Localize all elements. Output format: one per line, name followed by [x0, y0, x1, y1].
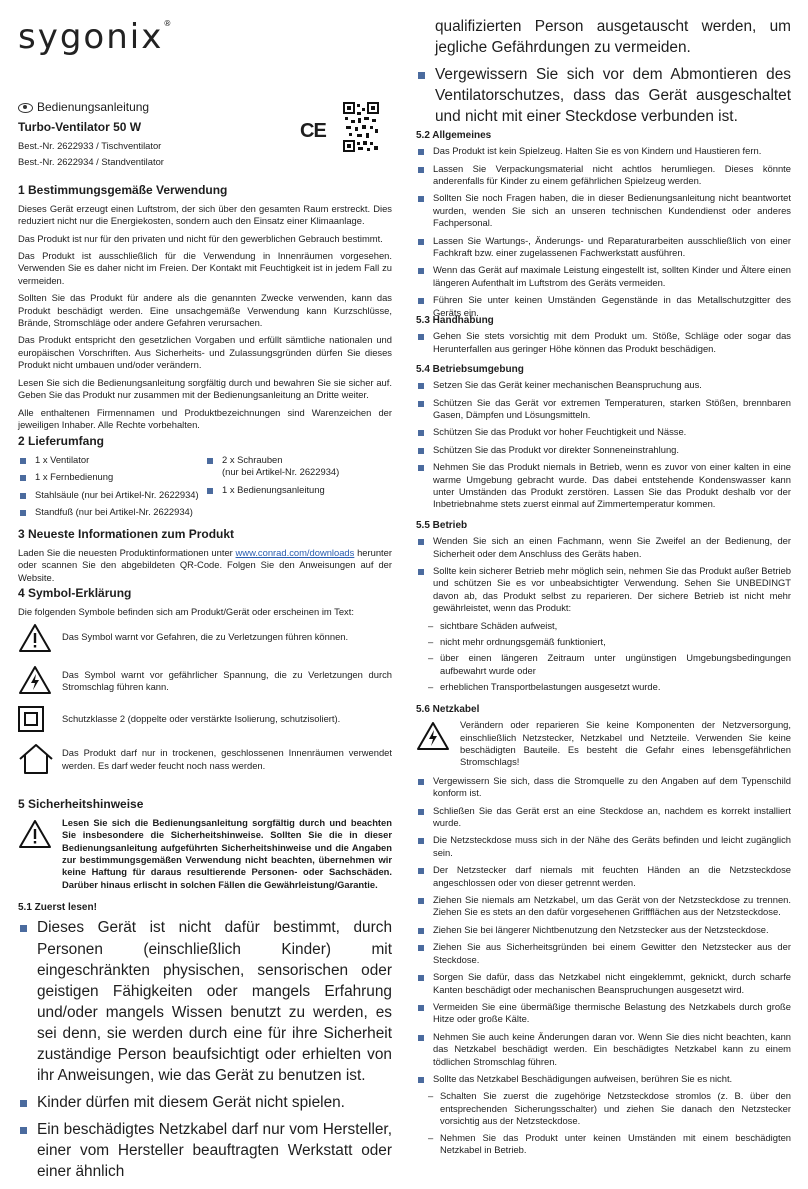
dash-item: – nicht mehr ordnungsgemäß funktioniert,: [416, 636, 791, 648]
paragraph: Das Produkt ist nur für den privaten und nicht für den gewerblichen Gebrauch bestimmt.: [18, 232, 383, 244]
high-voltage-icon: [18, 665, 52, 695]
list-item: Dieses Gerät ist nicht dafür bestimmt, durch Personen (einschließlich Kinder) mit eingeschränkten physischen, sensorischen oder geistigen Fähigkeiten oder mangels Erfahrung und/oder mangels Wissen benutzt zu werden, es sei denn, sie werden durch eine für ihre Sicherheit zuständige Person beaufsichtigt oder erhielten von ihr Anweisungen, wie das Gerät zu benutzen ist.: [18, 917, 392, 1086]
damaged-cord-list: [416, 1090, 791, 1156]
list-item-continued: qualifizierten Person ausgetauscht werden, um jegliche Gefährdungen zu vermeiden.: [435, 18, 791, 57]
list-item: Setzen Sie das Gerät keiner mechanischen Beanspruchung aus.: [416, 379, 791, 391]
section-handling: [416, 314, 791, 360]
subsection-title: 5.5 Betrieb: [416, 520, 468, 531]
section-intended-use: [18, 183, 392, 436]
list-item: Standfuß (nur bei Artikel-Nr. 2622934): [18, 506, 205, 518]
list-item: Ein beschädigtes Netzkabel darf nur vom Hersteller, einer vom Hersteller beauftragten Werkstatt oder einer ähnlich: [18, 1119, 392, 1182]
list-item: Ziehen Sie aus Sicherheitsgründen bei einem Gewitter den Netzstecker aus der Steckdose.: [416, 941, 791, 966]
subsection-title: 5.4 Betriebsumgebung: [416, 364, 524, 375]
dash-item: – Schalten Sie zuerst die zugehörige Netzsteckdose stromlos (z. B. über den entsprechenden Sicherungsschalter) und ziehen Sie danach den Netzstecker vorsichtig aus der Netzsteckdose.: [416, 1090, 791, 1127]
indoor-house-icon: [18, 743, 54, 775]
list-item: Vergewissern Sie sich, dass die Stromquelle zu den Angaben auf dem Typenschild konform ist.: [416, 775, 791, 800]
article-number-1: Best.-Nr. 2622933 / Tischventilator: [18, 139, 162, 151]
dash-item: – erheblichen Transportbelastungen ausgesetzt wurde.: [416, 681, 791, 693]
section-operation: [416, 519, 791, 698]
subsection-title: 5.2 Allgemeines: [416, 130, 492, 141]
eye-icon: [18, 103, 33, 113]
delivery-list-2: [205, 454, 392, 524]
paragraph: Alle enthaltenen Firmennamen und Produktbezeichnungen sind Warenzeichen der jeweiligen Inhaber. Alle Rechte vorbehalten.: [18, 406, 392, 430]
symbol-row: Das Symbol warnt vor Gefahren, die zu Verletzungen führen können.: [18, 623, 392, 656]
ce-icon: CE: [300, 120, 326, 142]
list-item: Ziehen Sie bei längerer Nichtbenutzung den Netzstecker aus der Netzsteckdose.: [416, 924, 791, 936]
list-item: 2 x Schrauben (nur bei Artikel-Nr. 2622934): [205, 454, 392, 479]
qr-code-icon: [343, 102, 379, 152]
list-item: 1 x Bedienungsanleitung: [205, 484, 392, 496]
warning-triangle-icon: [18, 819, 52, 849]
document-header: [18, 100, 392, 168]
list-item: Vermeiden Sie eine übermäßige thermische Belastung des Netzkabels durch große Hitze oder große Kälte.: [416, 1001, 791, 1026]
list-item: Wenden Sie sich an einen Fachmann, wenn Sie Zweifel an der Bedienung, der Sicherheit oder dem Anschluss des Geräts haben.: [416, 535, 791, 560]
section-symbols: [18, 586, 392, 787]
list-item: Lassen Sie Wartungs-, Änderungs- und Reparaturarbeiten ausschließlich von einer Fachkraft bzw. einer zugelassenen Fachwerkstatt ausführen.: [416, 235, 791, 260]
dash-item: – Nehmen Sie das Produkt unter keinen Umständen mit einem beschädigten Netzkabel in Betrieb.: [416, 1132, 791, 1157]
subsection-title: 5.6 Netzkabel: [416, 704, 480, 715]
subsection-title: 5.3 Handhabung: [416, 315, 494, 326]
delivery-list-1: [18, 454, 205, 524]
section-read-first-cont: [416, 16, 791, 133]
high-voltage-icon: [416, 721, 450, 751]
list-item: Sollten Sie noch Fragen haben, die in dieser Bedienungsanleitung nicht beantwortet wurden, wenden Sie sich an unseren technischen Kundendienst oder anderes Fachpersonal.: [416, 192, 791, 229]
list-item: Wenn das Gerät auf maximale Leistung eingestellt ist, sollten Kinder und Ältere einen längeren Aufenthalt im Luftstrom des Geräts vermeiden.: [416, 264, 791, 289]
section-title: 3 Neueste Informationen zum Produkt: [18, 527, 235, 541]
dash-item: – sichtbare Schäden aufweist,: [416, 620, 791, 632]
section-product-info: [18, 527, 392, 589]
list-item: Kinder dürfen mit diesem Gerät nicht spielen.: [18, 1092, 392, 1113]
section-scope-of-delivery: [18, 434, 392, 523]
dash-item: – über einen längeren Zeitraum unter ungünstigen Umgebungsbedingungen aufbewahrt wurde oder: [416, 652, 791, 677]
list-item: Lassen Sie Verpackungsmaterial nicht achtlos herumliegen. Dieses könnte anderenfalls für Kinder zu einem gefährlichen Spielzeug werden.: [416, 163, 791, 188]
section-general: [416, 129, 791, 324]
section-title: 5 Sicherheitshinweise: [18, 797, 144, 811]
list-item: Führen Sie unter keinen Umständen Gegenstände in das Metallschutzgitter des Geräts ein.: [416, 294, 791, 319]
list-item: Der Netzstecker darf niemals mit feuchten Händen an die Netzsteckdose angeschlossen oder von dieser getrennt werden.: [416, 864, 791, 889]
section-environment: [416, 363, 791, 516]
warning-triangle-icon: [18, 623, 52, 653]
paragraph: Lesen Sie sich die Bedienungsanleitung sorgfältig durch und bewahren Sie sie sicher auf. Geben Sie das Produkt nur zusammen mit der Bedienungsanleitung an Dritte weiter.: [18, 376, 392, 401]
paragraph: Sollten Sie das Produkt für andere als die genannten Zwecke verwenden, kann das Produkt beschädigt werden. Eine unsachgemäße Verwendung kann Kurzschlüsse, Brände, Stromschläge oder andere Gefahren verursachen.: [18, 292, 392, 329]
list-item: Sorgen Sie dafür, dass das Netzkabel nicht eingeklemmt, geknickt, durch scharfe Kanten beschädigt oder mechanischen Beanspruchungen ausgesetzt wird.: [416, 971, 791, 996]
general-list: [416, 145, 791, 319]
article-number-2: Best.-Nr. 2622934 / Standventilator: [18, 156, 164, 168]
paragraph: Das Produkt ist ausschließlich für die Verwendung in Innenräumen vorgesehen. Verwenden Sie es daher nicht im Freien. Der Kontakt mit Feuchtigkeit ist in jedem Fall zu vermeiden.: [18, 250, 392, 286]
list-item: 1 x Fernbedienung: [18, 471, 205, 483]
symbol-row: Schutzklasse 2 (doppelte oder verstärkte Isolierung, schutzisoliert).: [18, 706, 392, 735]
list-item: Das Produkt ist kein Spielzeug. Halten Sie es von Kindern und Haustieren fern.: [416, 145, 791, 157]
list-item: Schützen Sie das Produkt vor hoher Feuchtigkeit und Nässe.: [416, 426, 791, 438]
list-item: Die Netzsteckdose muss sich in der Nähe des Geräts befinden und leicht zugänglich sein.: [416, 834, 791, 859]
download-link[interactable]: www.conrad.com/downloads: [235, 546, 355, 558]
read-first-list-cont: [416, 16, 791, 127]
symbol-row: Das Symbol warnt vor gefährlicher Spannung, die zu Verletzungen durch Stromschlag führen kann.: [18, 665, 392, 698]
list-item: 1 x Ventilator: [18, 454, 205, 466]
protection-class-2-icon: [18, 706, 44, 732]
list-item: Nehmen Sie das Produkt niemals in Betrieb, wenn es zuvor von einer kalten in eine warme Umgebung gebracht wurde. Das dabei entstehende Kondenswasser kann unter Umständen das Produkt zerstören. Lassen Sie das Produkt deshalb vor der Inbetriebnahme stets zuerst einmal auf Zimmertemperatur kommen.: [416, 461, 791, 511]
subsection-title: 5.1 Zuerst lesen!: [18, 902, 97, 914]
list-item: Stahlsäule (nur bei Artikel-Nr. 2622934): [18, 489, 205, 501]
list-item: Schließen Sie das Gerät erst an eine Steckdose an, nachdem es korrekt installiert wurde.: [416, 805, 791, 830]
list-item: Schützen Sie das Gerät vor extremen Temperaturen, starken Stößen, brennbaren Gasen, Dämpfen und Lösungsmitteln.: [416, 397, 791, 422]
list-item: Nehmen Sie auch keine Änderungen daran vor. Wenn Sie dies nicht beachten, kann das Netzkabel beschädigt werden. Ein beschädigtes Netzkabel kann zu einem tödlichen Stromschlag führen.: [416, 1031, 791, 1068]
section-title: 1 Bestimmungsgemäße Verwendung: [18, 183, 228, 197]
symbol-row: Das Produkt darf nur in trockenen, geschlossenen Innenräumen verwendet werden. Es darf weder feucht noch nass werden.: [18, 743, 392, 778]
paragraph: Dieses Gerät erzeugt einen Luftstrom, der sich über den gesamten Raum erstreckt. Dies reduziert nicht nur die Energiekosten, sondern auch den Einsatz einer Klimaanlage.: [18, 202, 392, 227]
list-item: Vergewissern Sie sich vor dem Abmontieren des Ventilatorschutzes, dass das Gerät ausgeschaltet und nicht mit einer Steckdose verbunden ist.: [416, 64, 791, 127]
manual-label: Bedienungsanleitung: [18, 100, 392, 116]
paragraph: Die folgenden Symbole befinden sich am Produkt/Gerät oder erscheinen im Text:: [18, 605, 354, 617]
list-item: Gehen Sie stets vorsichtig mit dem Produkt um. Stöße, Schläge oder sogar das Herunterfallen aus geringer Höhe können das Produkt beschädigen.: [416, 330, 791, 355]
paragraph: Laden Sie die neuesten Produktinformationen unter www.conrad.com/downloads herunter oder scannen Sie den abgebildeten QR-Code. Folgen Sie den Anweisungen auf der Website.: [18, 546, 392, 583]
brand-logo: sygonix®: [18, 17, 172, 57]
section-power-cord: [416, 703, 791, 1160]
section-title: 4 Symbol-Erklärung: [18, 586, 132, 600]
section-title: 2 Lieferumfang: [18, 434, 105, 448]
power-warning: Verändern oder reparieren Sie keine Komponenten der Netzversorgung, einschließlich Netzstecker, Netzkabel und Netzteile. Verwenden Sie keine beschädigten Bauteile. Es besteht die Gefahr eines lebensgefährlichen Stromschlags!: [416, 719, 791, 769]
list-item: Sollte das Netzkabel Beschädigungen aufweisen, berühren Sie es nicht.: [416, 1073, 791, 1085]
product-title: Turbo-Ventilator 50 W: [18, 119, 142, 134]
list-item: Sollte kein sicherer Betrieb mehr möglich sein, nehmen Sie das Produkt außer Betrieb und schützen Sie es vor unbeabsichtigter Verwendung. Sehen Sie UNBEDINGT davon ab, das Produkt selbst zu reparieren. Der sichere Betrieb ist nicht mehr gewährleistet, wenn das Produkt:: [416, 565, 791, 615]
section-safety: [18, 797, 392, 1189]
list-item: Ziehen Sie niemals am Netzkabel, um das Gerät von der Netzsteckdose zu trennen. Ziehen Sie es stets an den dafür vorgesehenen Griffflächen aus der Netzsteckdose.: [416, 894, 791, 919]
paragraph: Das Produkt entspricht den gesetzlichen Vorgaben und erfüllt sämtliche nationalen und europäischen Vorschriften. Aus Sicherheits- und Zulassungsgründen dürfen Sie dieses Produkt nicht umbauen und/oder verändern.: [18, 334, 392, 371]
safety-warning: Lesen Sie sich die Bedienungsanleitung sorgfältig durch und beachten Sie insbesondere die Sicherheitshinweise. Sollten Sie die in dieser Bedienungsanleitung aufgeführten Sicherheitshinweise und die Angaben zur bestimmungsgemäßen Verwendung nicht beachten, übernehmen wir keine Haftung für daraus resultierende Personen- oder Sachschäden. Darüber hinaus erlischt in solchen Fällen die Gewährleistung/Garantie.: [18, 817, 392, 891]
read-first-list: [18, 917, 392, 1182]
list-item: Schützen Sie das Produkt vor direkter Sonneneinstrahlung.: [416, 444, 791, 456]
unsafe-conditions-list: [416, 620, 791, 694]
